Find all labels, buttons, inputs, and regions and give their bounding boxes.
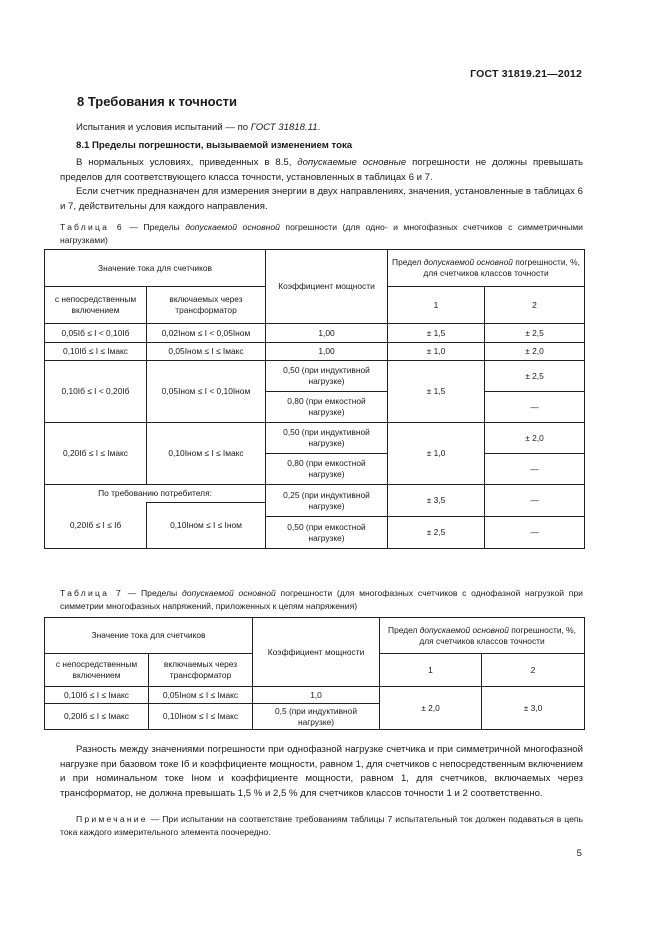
t6-header-class1: 1: [388, 287, 485, 324]
t6-r1-pf: 1,00: [266, 324, 388, 343]
t6-r3-direct: 0,10Iб ≤ I < 0,20Iб: [45, 361, 147, 423]
standard-reference: ГОСТ 31818.11: [250, 122, 318, 133]
t7-header-trans: включаемых через трансформатор: [149, 654, 253, 687]
table-7: [44, 617, 585, 730]
t7-header-direct: с непосредственным включением: [45, 654, 149, 687]
t7-limit-italic: допускаемой основной: [419, 624, 509, 635]
t6-r5-class2-cap: —: [485, 517, 585, 549]
tests-paragraph: [60, 121, 583, 136]
table-6: [44, 249, 585, 549]
table6-cap-b: погрешности (для одно- и многофазных счетчиков с симметричными нагрузками): [60, 222, 583, 245]
table-row: [45, 423, 585, 454]
t6-r5-class2-ind: —: [485, 485, 585, 517]
table-row: [45, 687, 585, 704]
t6-header-class2: 2: [485, 287, 585, 324]
page-number: 5: [576, 848, 582, 859]
t7-r2-direct: 0,20Iб ≤ I ≤ Iмакс: [45, 704, 149, 730]
table6-caption: [60, 221, 583, 246]
para1-a: В нормальных условиях, приведенных в 8.5,: [76, 157, 298, 168]
table-row: [45, 361, 585, 392]
t7-header-current: Значение тока для счетчиков: [45, 618, 253, 654]
table7-label: Таблица 7: [60, 588, 123, 598]
t7-r1-direct: 0,10Iб ≤ I ≤ Iмакс: [45, 687, 149, 704]
subsection-title: 8.1 Пределы погрешности, вызываемой изменением тока: [76, 140, 353, 151]
t6-r5-class1-ind: ± 3,5: [388, 485, 485, 517]
paragraph-normal-conditions: [60, 156, 583, 185]
t7-class1: ± 2,0: [380, 687, 482, 730]
table6-cap-a: — Пределы: [123, 222, 186, 232]
t6-r3-class1: ± 1,5: [388, 361, 485, 423]
t7-limit-b: погрешности, %, для счетчиков классов точности: [419, 624, 576, 646]
table7-cap-b: погрешности (для многофазных счетчиков с однофазной нагрузкой при симметрии многофазных напряжений, приложенных к цепям напряжения): [60, 588, 583, 611]
t7-limit-a: Предел: [388, 624, 420, 635]
t6-header-current: Значение тока для счетчиков: [45, 250, 266, 287]
t6-header-pf: Коэффициент мощности: [266, 250, 388, 324]
tests-text: Испытания и условия испытаний — по: [76, 122, 251, 133]
table7-caption: [60, 587, 583, 612]
t6-r5-trans: 0,10Iном ≤ I ≤ Iном: [147, 503, 266, 549]
para1-italic: допускаемые основные: [297, 157, 407, 168]
t6-r3-pf-cap: 0,80 (при емкостной нагрузке): [266, 392, 388, 423]
t6-r5-pf-cap: 0,50 (при емкостной нагрузке): [266, 517, 388, 549]
paragraph-two-directions: Если счетчик предназначен для измерения энергии в двух направлениях, значения, установленные в таблицах 6 и 7, действительны для каждого направления.: [60, 186, 583, 212]
t7-r1-trans: 0,05Iном ≤ I ≤ Iмакс: [149, 687, 253, 704]
t6-header-limit: [388, 250, 585, 287]
t7-r2-pf: 0,5 (при индуктивной нагрузке): [253, 704, 380, 730]
t6-header-direct: с непосредственным включением: [45, 287, 147, 324]
section-title: 8 Требования к точности: [77, 94, 238, 109]
note: [60, 813, 583, 838]
table-row: [45, 485, 585, 503]
t6-header-trans: включаемых через трансформатор: [147, 287, 266, 324]
table7-cap-a: — Пределы: [122, 588, 182, 598]
t6-r2-class1: ± 1,0: [388, 343, 485, 361]
t6-r2-pf: 1,00: [266, 343, 388, 361]
t6-r4-pf-ind: 0,50 (при индуктивной нагрузке): [266, 423, 388, 454]
t7-header-class1: 1: [380, 654, 482, 687]
table7-cap-italic: допускаемой основной: [181, 588, 276, 598]
t6-r3-class2-cap: —: [485, 392, 585, 423]
t7-r2-trans: 0,10Iном ≤ I ≤ Iмакс: [149, 704, 253, 730]
tests-end: .: [317, 122, 321, 133]
t6-r1-class2: ± 2,5: [485, 324, 585, 343]
t6-r5-class1-cap: ± 2,5: [388, 517, 485, 549]
table6-cap-italic: допускаемой основной: [185, 222, 280, 232]
t6-r3-class2-ind: ± 2,5: [485, 361, 585, 392]
table-row: [45, 343, 585, 361]
document-code: ГОСТ 31819.21—2012: [470, 68, 582, 80]
t6-r4-class1: ± 1,0: [388, 423, 485, 485]
t7-header-class2: 2: [482, 654, 585, 687]
t6-r4-class2-cap: —: [485, 454, 585, 485]
note-label: Примечание: [76, 814, 148, 824]
t7-r1-pf: 1,0: [253, 687, 380, 704]
table-row: [45, 324, 585, 343]
t6-r4-trans: 0,10Iном ≤ I ≤ Iмакс: [147, 423, 266, 485]
t6-limit-italic: допускаемой основной: [423, 257, 513, 267]
t6-r1-direct: 0,05Iб ≤ I < 0,10Iб: [45, 324, 147, 343]
t6-limit-b: погрешности, %, для счетчиков классов точности: [423, 257, 580, 278]
note-text: — При испытании на соответствие требованиям таблицы 7 испытательный ток должен подаваться в цепь тока каждого измерительного элемента поочередно.: [60, 814, 583, 837]
t6-r1-class1: ± 1,5: [388, 324, 485, 343]
table6-label: Таблица 6: [60, 222, 124, 232]
t6-r2-trans: 0,05Iном ≤ I ≤ Iмакс: [147, 343, 266, 361]
t6-r4-direct: 0,20Iб ≤ I ≤ Iмакс: [45, 423, 147, 485]
t6-r3-pf-ind: 0,50 (при индуктивной нагрузке): [266, 361, 388, 392]
t6-r4-pf-cap: 0,80 (при емкостной нагрузке): [266, 454, 388, 485]
para1-b: погрешности не должны превышать пределов для соответствующего класса точности, установленных в таблицах 6 и 7.: [60, 157, 584, 183]
t7-header-pf: Коэффициент мощности: [253, 618, 380, 687]
t6-r2-direct: 0,10Iб ≤ I ≤ Iмакс: [45, 343, 147, 361]
t6-r4-class2-ind: ± 2,0: [485, 423, 585, 454]
t6-on-request: По требованию потребителя:: [45, 485, 266, 503]
t6-r2-class2: ± 2,0: [485, 343, 585, 361]
t7-class2: ± 3,0: [482, 687, 585, 730]
t6-limit-a: Предел: [392, 257, 424, 267]
t6-r3-trans: 0,05Iном ≤ I < 0,10Iном: [147, 361, 266, 423]
t6-r5-pf-ind: 0,25 (при индуктивной нагрузке): [266, 485, 388, 517]
t7-header-limit: [380, 618, 585, 654]
paragraph-difference: Разность между значениями погрешности при однофазной нагрузке счетчика и при симметричной многофазной нагрузке при базовом токе Iб и коэффициенте мощности, равном 1, для счетчиков с непосредственным включением и при номинальном токе Iном и коэффициенте мощности, равном 1, для счетчиков, включаемых через трансформатор, не должна превышать 1,5 % и 2,5 % для счетчиков классов точности 1 и 2 соответственно.: [60, 744, 583, 799]
t6-r1-trans: 0,02Iном ≤ I < 0,05Iном: [147, 324, 266, 343]
t6-r5-direct: 0,20Iб ≤ I ≤ Iб: [45, 503, 147, 549]
